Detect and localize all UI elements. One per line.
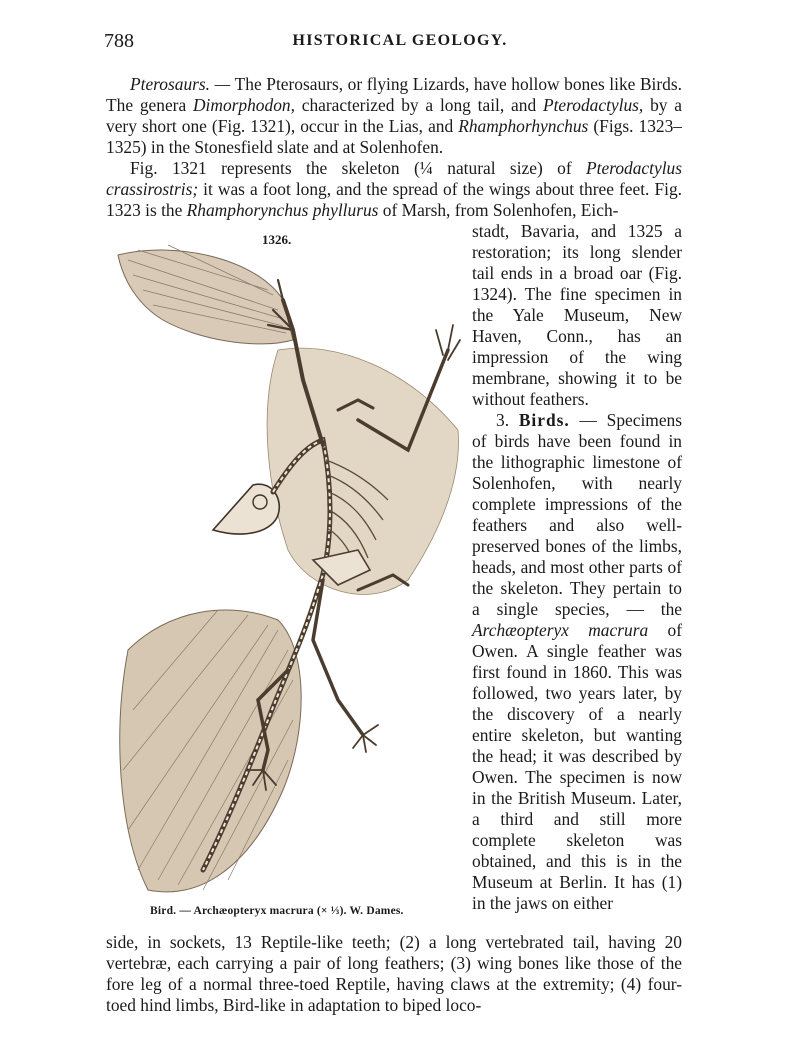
birds-text-1: — Specimens of birds have been found in the lithographic limestone of Solenhofen, with nearly complete impressions of the feathers and also well-preserved bones of the limbs, heads, and most other parts of the skeleton. They pertain to a single species, — the <box>472 410 683 619</box>
species-phyllurus: Rhamphorynchus phyllurus <box>186 200 379 220</box>
left-leg <box>313 580 363 735</box>
genus-pterodactylus: Pterodactylus, <box>542 95 644 115</box>
figure-caption: Bird. — Archæopteryx macrura (× ⅓). W. Dames. <box>150 905 404 917</box>
paragraph-characters: side, in sockets, 13 Reptile-like teeth; (2) a long vertebrated tail, having 20 vertebræ, each carrying a pair of long feathers; (3) wing bones like those of the fore leg of a normal three-toed Reptile, having claws at the extremity; (4) four-toed hind limbs, Bird-like in adaptation to biped loco- <box>106 932 682 1015</box>
skull <box>213 484 279 534</box>
paragraph-fig-1321 <box>106 158 682 221</box>
pterosaurs-text-1: The Pterosaurs, or flying Lizards, have hollow bones like Birds. The genera <box>106 74 682 115</box>
paragraph-pterosaurs <box>106 74 682 158</box>
species-crassirostris: Pterodactylus crassirostris; <box>106 158 682 199</box>
pterosaurs-heading: Pterosaurs. — <box>130 74 235 94</box>
birds-number: 3. <box>496 410 519 430</box>
paragraph-restoration: stadt, Bavaria, and 1325 a restoration; its long slender tail ends in a broad oar (Fig. 1324). The fine specimen in the Yale Museum, New Haven, Conn., has an impression of the wing membrane, showing it to be without feathers. <box>472 221 682 409</box>
paragraph-birds <box>472 410 682 914</box>
running-head: HISTORICAL GEOLOGY. <box>292 32 508 49</box>
species-archaeopteryx: Archæopteryx macrura <box>472 620 649 640</box>
fig1321-text-1: Fig. 1321 represents the skeleton (¼ natural size) of <box>130 158 587 178</box>
fig1321-text-3: of Marsh, from Solenhofen, Eich- <box>378 200 619 220</box>
pterosaurs-text-2: characterized by a long tail, and <box>294 95 543 115</box>
fig1321-text-2: it was a foot long, and the spread of the wings about three feet. Fig. 1323 is the <box>106 179 682 220</box>
genus-rhamphorhynchus: Rhamphorhynchus <box>458 116 589 136</box>
upper-wing-feathers <box>118 250 293 344</box>
pterosaurs-text-3: by a very short one (Fig. 1321), occur in the Lias, and <box>106 95 682 136</box>
page-number: 788 <box>104 30 134 52</box>
archaeopteryx-engraving <box>108 230 468 910</box>
figure-number: 1326. <box>262 232 292 247</box>
genus-dimorphodon: Dimorphodon, <box>193 95 295 115</box>
pterosaurs-text-4: (Figs. 1323–1325) in the Stonesfield slate and at Solenhofen. <box>106 116 682 157</box>
birds-text-2: of Owen. A single feather was first found in 1860. This was followed, two years later, by the discovery of a nearly entire skeleton, but wanting the head; it was described by Owen. The specimen is now in the British Museum. Later, a third and still more complete skeleton was obtained, and this is in the Museum at Berlin. It has (1) in the jaws on either <box>472 620 682 913</box>
birds-heading: Birds. <box>518 410 570 430</box>
